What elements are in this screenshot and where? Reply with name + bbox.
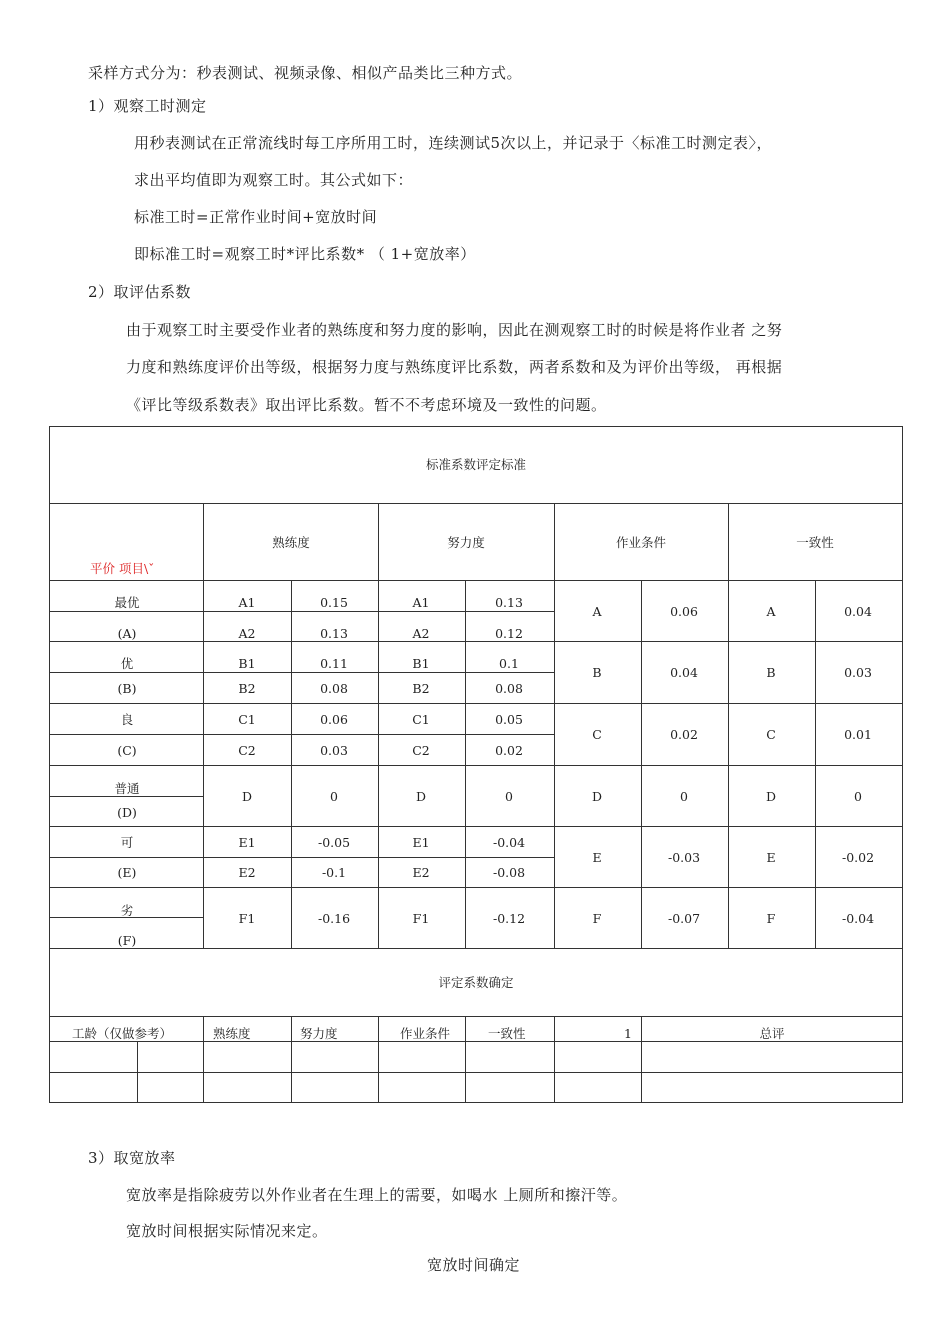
condition-value: -0.07 [667, 911, 701, 926]
confirm-header-sum: 1 [624, 1026, 632, 1041]
section-1-paragraph-line-1: 用秒表测试在正常流线时每工序所用工时，连续测试5次以上，并记录于〈标准工时测定表〉， [134, 134, 773, 152]
section-2-heading: 2）取评估系数 [88, 283, 192, 301]
intro-line: 采样方式分为：秒表测试、视频录像、相似产品类比三种方式。 [88, 64, 523, 82]
effort-level: E2 [412, 865, 430, 880]
grade-code: (A) [117, 626, 137, 641]
effort-value: -0.08 [492, 865, 526, 880]
grade-code: (D) [117, 805, 137, 820]
header-condition: 作业条件 [615, 535, 667, 550]
skill-level: C2 [238, 743, 256, 758]
skill-level: A2 [238, 626, 256, 641]
skill-value: -0.1 [321, 865, 347, 880]
consistency-value: -0.04 [841, 911, 875, 926]
effort-level: C1 [412, 712, 430, 727]
skill-level: B2 [238, 681, 256, 696]
section-2-paragraph-line-2: 力度和熟练度评价出等级，根据努力度与熟练度评比系数，两者系数和及为评价出等级， 再根据 [126, 358, 783, 376]
header-effort: 努力度 [447, 535, 485, 550]
consistency-value: 0 [854, 789, 862, 804]
header-consistency: 一致性 [796, 535, 834, 550]
confirm-title: 评定系数确定 [438, 975, 514, 990]
skill-value: 0.06 [320, 712, 348, 727]
skill-level: B1 [238, 656, 256, 671]
confirm-header-effort: 努力度 [300, 1026, 338, 1041]
consistency-level: B [766, 665, 776, 680]
confirm-header-skill: 熟练度 [213, 1026, 251, 1041]
skill-level: D [241, 789, 253, 804]
effort-value: 0 [505, 789, 513, 804]
grade-name: 良 [120, 712, 134, 727]
effort-level: F1 [412, 911, 430, 926]
grade-name: 劣 [120, 903, 134, 918]
confirm-header-age: 工龄（仅做参考） [72, 1026, 173, 1041]
skill-level: C1 [238, 712, 256, 727]
effort-value: 0.13 [495, 595, 523, 610]
confirm-header-overall: 总评 [759, 1026, 785, 1041]
section-3-paragraph-line-2: 宽放时间根据实际情况来定。 [126, 1222, 328, 1240]
corner-label: 平价 项目\ˇ [90, 561, 155, 576]
condition-value: 0 [680, 789, 688, 804]
effort-level: B1 [412, 656, 430, 671]
section-2-paragraph-line-3: 《评比等级系数表》取出评比系数。暂不不考虑环境及一致性的问题。 [126, 396, 607, 414]
condition-level: A [592, 604, 602, 619]
consistency-level: A [766, 604, 776, 619]
grade-name: 最优 [114, 595, 140, 610]
skill-value: 0.11 [320, 656, 348, 671]
consistency-value: 0.04 [844, 604, 872, 619]
formula-1: 标准工时=正常作业时间+宽放时间 [134, 208, 378, 226]
section-1-heading: 1）观察工时测定 [88, 97, 207, 115]
consistency-value: 0.03 [844, 665, 872, 680]
coefficient-table [49, 426, 903, 1103]
consistency-value: 0.01 [844, 727, 872, 742]
section-2-paragraph-line-1: 由于观察工时主要受作业者的熟练度和努力度的影响，因此在测观察工时的时候是将作业者 之努 [126, 321, 783, 339]
skill-level: A1 [238, 595, 256, 610]
grade-code: (F) [117, 933, 137, 948]
effort-value: -0.12 [492, 911, 526, 926]
header-skill: 熟练度 [272, 535, 310, 550]
condition-level: B [592, 665, 602, 680]
effort-level: E1 [412, 835, 430, 850]
effort-value: -0.04 [492, 835, 526, 850]
skill-level: E2 [238, 865, 256, 880]
skill-level: E1 [238, 835, 256, 850]
skill-level: F1 [238, 911, 256, 926]
skill-value: 0.03 [320, 743, 348, 758]
section-3-subtitle: 宽放时间确定 [427, 1256, 521, 1274]
skill-value: -0.05 [317, 835, 351, 850]
grade-code: (C) [117, 743, 137, 758]
effort-level: D [415, 789, 427, 804]
effort-value: 0.12 [495, 626, 523, 641]
skill-value: -0.16 [317, 911, 351, 926]
condition-level: F [592, 911, 602, 926]
grade-code: (B) [117, 681, 137, 696]
effort-value: 0.02 [495, 743, 523, 758]
section-3-paragraph-line-1: 宽放率是指除疲劳以外作业者在生理上的需要，如喝水 上厕所和擦汗等。 [126, 1186, 628, 1204]
skill-value: 0 [330, 789, 338, 804]
condition-value: -0.03 [667, 850, 701, 865]
skill-value: 0.13 [320, 626, 348, 641]
effort-level: B2 [412, 681, 430, 696]
grade-name: 普通 [114, 781, 140, 796]
condition-value: 0.06 [670, 604, 698, 619]
condition-level: E [592, 850, 602, 865]
effort-level: A2 [412, 626, 430, 641]
effort-value: 0.1 [499, 656, 519, 671]
skill-value: 0.08 [320, 681, 348, 696]
consistency-level: F [766, 911, 776, 926]
table-title: 标准系数评定标准 [425, 457, 527, 472]
condition-level: D [591, 789, 603, 804]
confirm-header-consistency: 一致性 [488, 1026, 526, 1041]
effort-level: C2 [412, 743, 430, 758]
section-1-paragraph-line-2: 求出平均值即为观察工时。其公式如下： [134, 171, 414, 189]
condition-value: 0.02 [670, 727, 698, 742]
consistency-level: D [765, 789, 777, 804]
grade-code: (E) [117, 865, 137, 880]
formula-2: 即标准工时=观察工时*评比系数* （ 1+宽放率） [134, 245, 476, 263]
effort-value: 0.05 [495, 712, 523, 727]
condition-level: C [592, 727, 602, 742]
grade-name: 优 [120, 656, 134, 671]
condition-value: 0.04 [670, 665, 698, 680]
skill-value: 0.15 [320, 595, 348, 610]
effort-value: 0.08 [495, 681, 523, 696]
consistency-level: C [766, 727, 776, 742]
confirm-header-condition: 作业条件 [400, 1026, 451, 1041]
consistency-level: E [766, 850, 776, 865]
effort-level: A1 [412, 595, 430, 610]
section-3-heading: 3）取宽放率 [88, 1149, 176, 1167]
grade-name: 可 [120, 835, 134, 850]
consistency-value: -0.02 [841, 850, 875, 865]
